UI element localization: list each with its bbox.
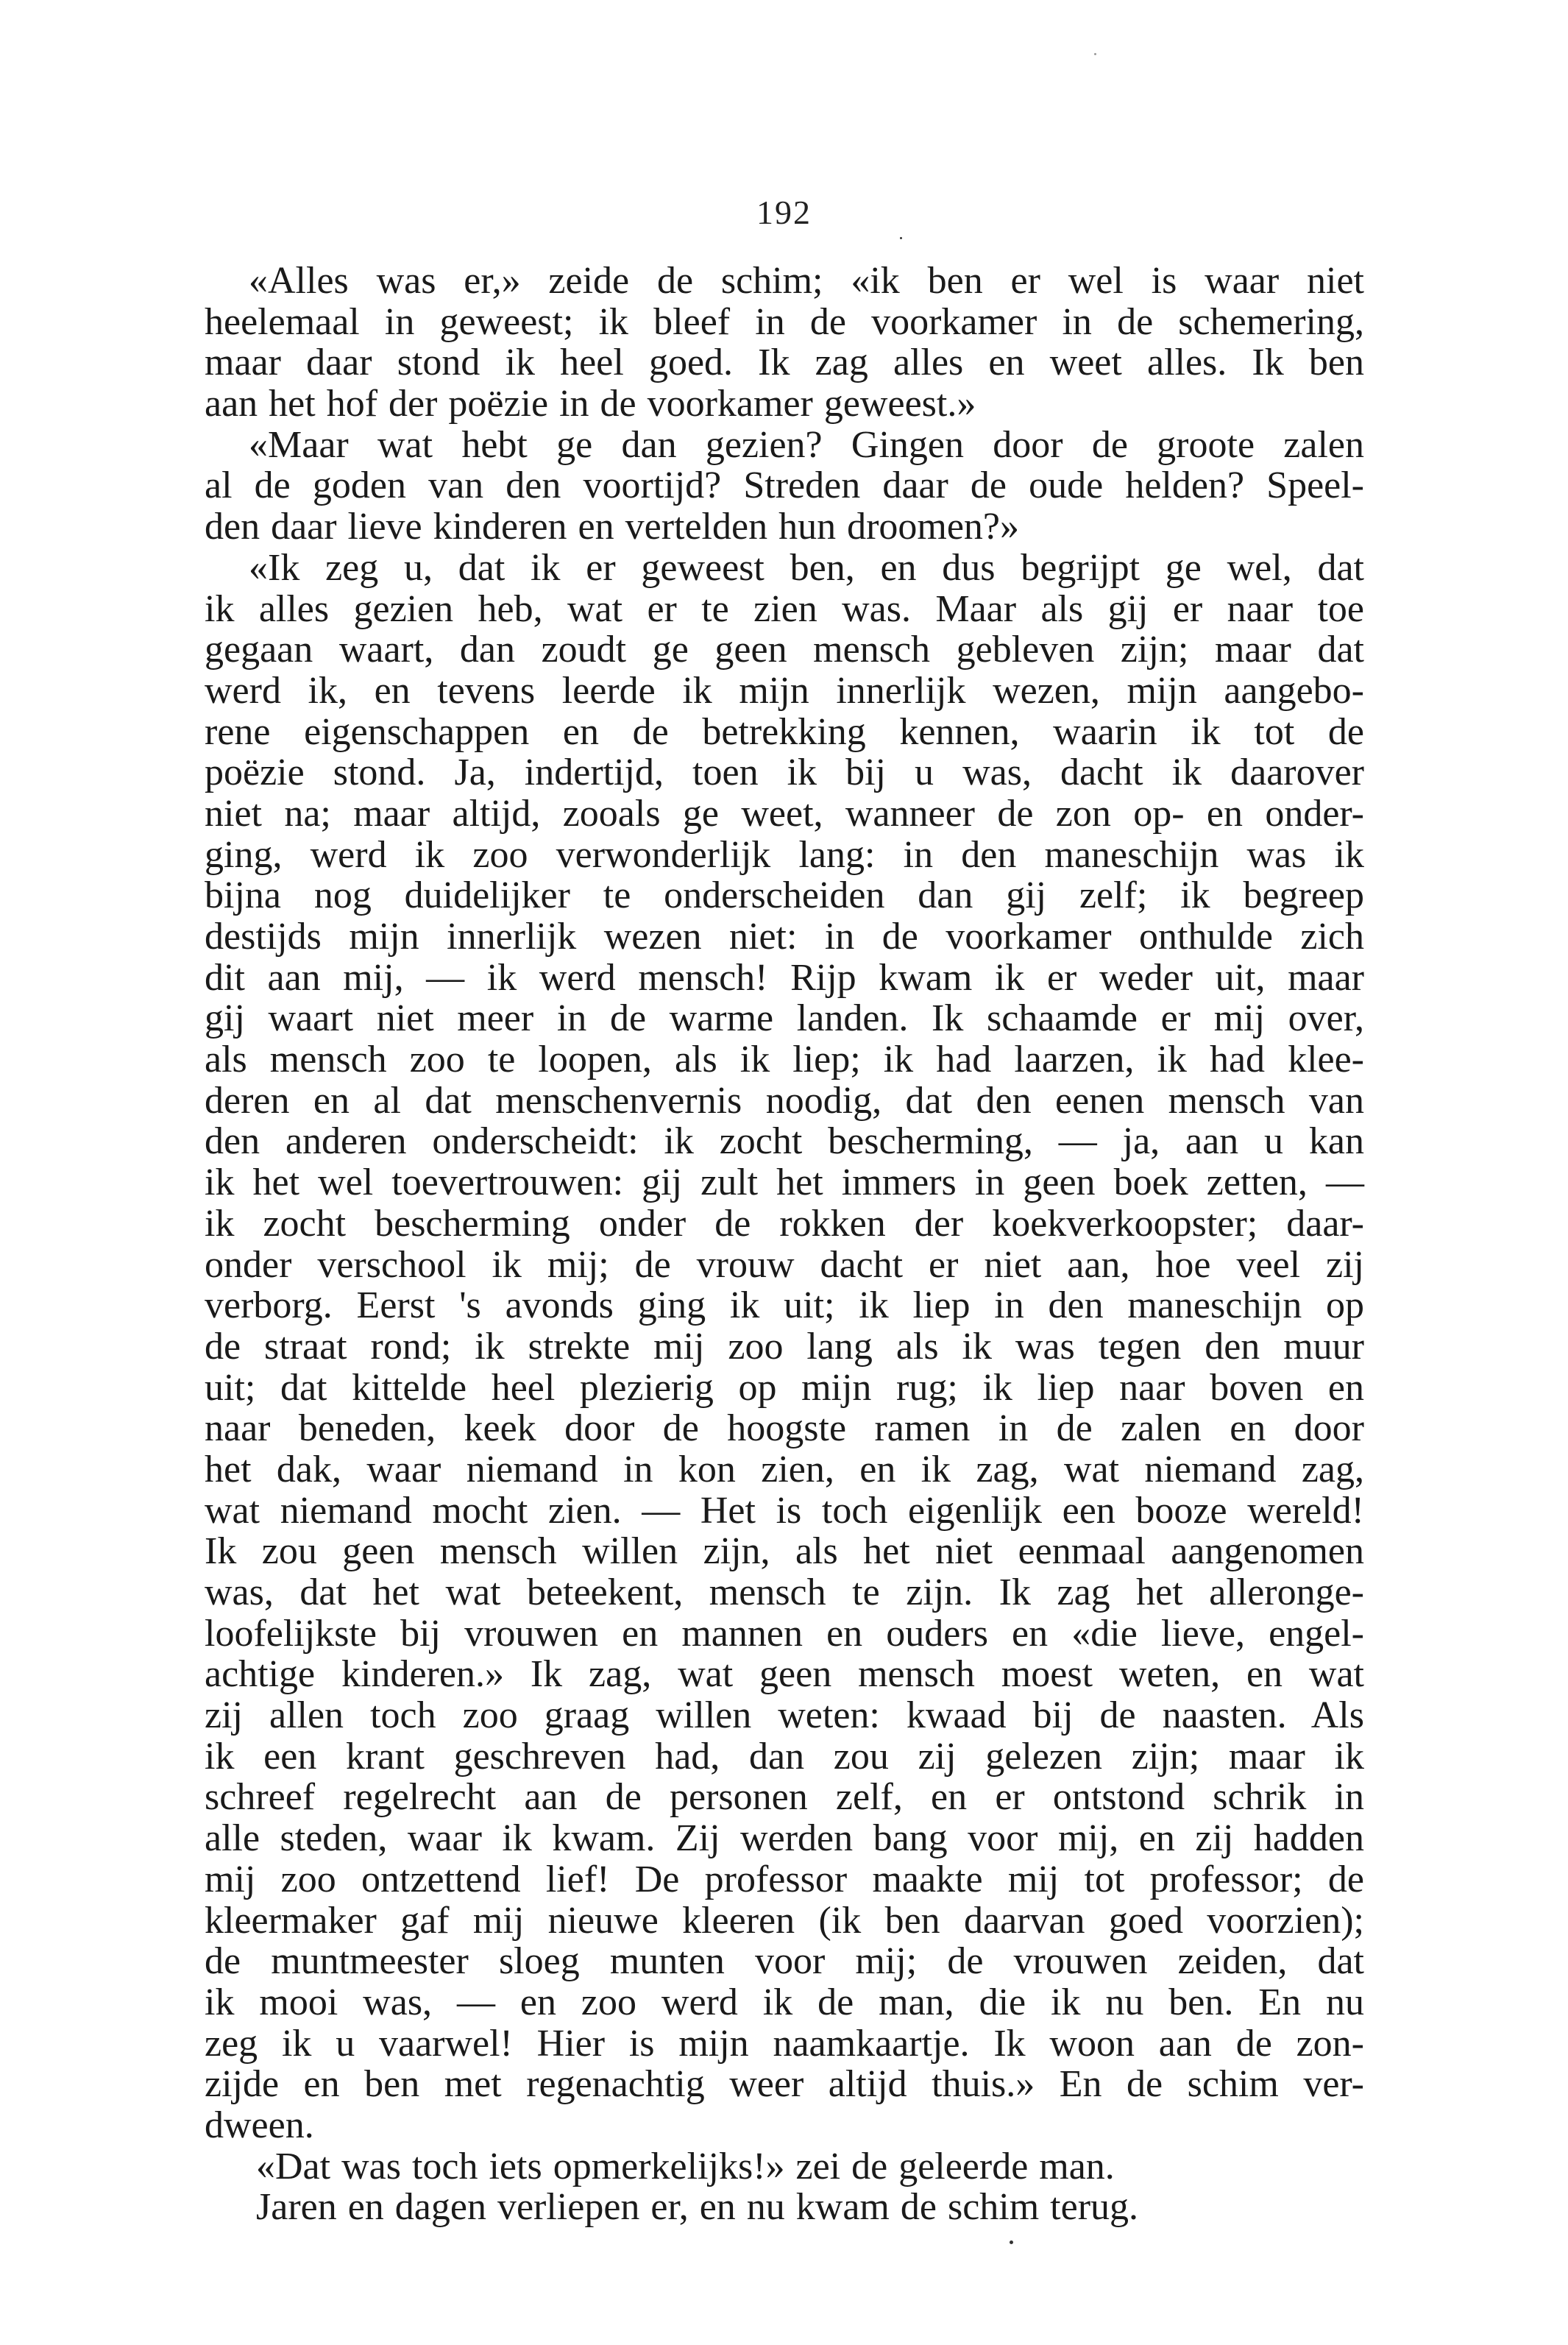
text-line: schreef regelrecht aan de personen zelf, en er ontstond schrik in	[205, 1776, 1364, 1819]
text-line: bijna nog duidelijker te onderscheiden dan gij zelf; ik begreep	[205, 874, 1364, 917]
text-line: ik zocht bescherming onder de rokken der koekverkoopster; daar-	[205, 1202, 1364, 1245]
text-line: kleermaker gaf mij nieuwe kleeren (ik ben daarvan goed voorzien);	[205, 1899, 1364, 1942]
text-line: dween.	[205, 2104, 314, 2146]
print-speck	[1094, 53, 1096, 55]
text-line: den anderen onderscheidt: ik zocht bescherming, — ja, aan u kan	[205, 1120, 1364, 1163]
text-line: al de goden van den voortijd? Streden daar de oude helden? Speel-	[205, 464, 1364, 507]
text-line: aan het hof der poëzie in de voorkamer geweest.»	[205, 383, 976, 425]
text-line: was, dat het wat beteekent, mensch te zijn. Ik zag het alleronge-	[205, 1571, 1364, 1613]
text-line: als mensch zoo te loopen, als ik liep; ik had laarzen, ik had klee-	[205, 1039, 1364, 1081]
text-line: «Maar wat hebt ge dan gezien? Gingen door de groote zalen	[249, 423, 1364, 466]
text-line: ik alles gezien heb, wat er te zien was. Maar als gij er naar toe	[205, 587, 1364, 630]
text-line: rene eigenschappen en de betrekking kennen, waarin ik tot de	[205, 710, 1364, 753]
text-line: de straat rond; ik strekte mij zoo lang als ik was tegen den muur	[205, 1325, 1364, 1368]
text-line: uit; dat kittelde heel plezierig op mijn rug; ik liep naar boven en	[205, 1366, 1364, 1409]
text-line: Ik zou geen mensch willen zijn, als het niet eenmaal aangenomen	[205, 1530, 1364, 1573]
text-line: heelemaal in geweest; ik bleef in de voorkamer in de schemering,	[205, 300, 1364, 343]
text-line: «Alles was er,» zeide de schim; «ik ben er wel is waar niet	[249, 260, 1364, 302]
text-line: zijde en ben met regenachtig weer altijd thuis.» En de schim ver-	[205, 2063, 1364, 2106]
text-line: ik een krant geschreven had, dan zou zij gelezen zijn; maar ik	[205, 1735, 1364, 1778]
text-line: dit aan mij, — ik werd mensch! Rijp kwam ik er weder uit, maar	[205, 956, 1364, 999]
print-speck	[900, 237, 902, 239]
text-line: achtige kinderen.» Ik zag, wat geen mensch moest weten, en wat	[205, 1653, 1364, 1696]
text-line: mij zoo ontzettend lief! De professor maakte mij tot professor; de	[205, 1858, 1364, 1900]
text-line: verborg. Eerst 's avonds ging ik uit; ik liep in den maneschijn op	[205, 1284, 1364, 1327]
text-line: ik het wel toevertrouwen: gij zult het immers in geen boek zetten, —	[205, 1161, 1364, 1204]
text-line: het dak, waar niemand in kon zien, en ik zag, wat niemand zag,	[205, 1448, 1364, 1490]
text-line: werd ik, en tevens leerde ik mijn innerlijk wezen, mijn aangebo-	[205, 669, 1364, 712]
text-line: «Dat was toch iets opmerkelijks!» zei de geleerde man.	[256, 2145, 1115, 2187]
text-line: de muntmeester sloeg munten voor mij; de vrouwen zeiden, dat	[205, 1940, 1364, 1983]
text-line: naar beneden, keek door de hoogste ramen in de zalen en door	[205, 1407, 1364, 1450]
text-line: wat niemand mocht zien. — Het is toch eigenlijk een booze wereld!	[205, 1489, 1364, 1532]
text-line: gegaan waart, dan zoudt ge geen mensch gebleven zijn; maar dat	[205, 629, 1364, 671]
text-line: gij waart niet meer in de warme landen. Ik schaamde er mij over,	[205, 997, 1364, 1040]
body-text	[205, 261, 1364, 2228]
text-line: zeg ik u vaarwel! Hier is mijn naamkaartje. Ik woon aan de zon-	[205, 2022, 1364, 2065]
text-line: poëzie stond. Ja, indertijd, toen ik bij u was, dacht ik daarover	[205, 751, 1364, 794]
text-line: onder verschool ik mij; de vrouw dacht er niet aan, hoe veel zij	[205, 1243, 1364, 1286]
text-line: den daar lieve kinderen en vertelden hun droomen?»	[205, 506, 1019, 548]
text-line: loofelijkste bij vrouwen en mannen en ouders en «die lieve, engel-	[205, 1612, 1364, 1655]
text-line: ik mooi was, — en zoo werd ik de man, die ik nu ben. En nu	[205, 1981, 1364, 2023]
text-line: Jaren en dagen verliepen er, en nu kwam de schim terug.	[256, 2186, 1139, 2229]
text-line: maar daar stond ik heel goed. Ik zag alles en weet alles. Ik ben	[205, 342, 1364, 384]
text-line: «Ik zeg u, dat ik er geweest ben, en dus begrijpt ge wel, dat	[249, 546, 1364, 589]
text-line: destijds mijn innerlijk wezen niet: in de voorkamer onthulde zich	[205, 916, 1364, 958]
text-line: niet na; maar altijd, zooals ge weet, wanneer de zon op- en onder-	[205, 792, 1364, 835]
print-speck	[1010, 2240, 1013, 2244]
page-number: 192	[756, 194, 812, 231]
text-line: alle steden, waar ik kwam. Zij werden bang voor mij, en zij hadden	[205, 1817, 1364, 1860]
text-line: zij allen toch zoo graag willen weten: kwaad bij de naasten. Als	[205, 1694, 1364, 1737]
text-line: deren en al dat menschenvernis noodig, dat den eenen mensch van	[205, 1079, 1364, 1122]
text-line: ging, werd ik zoo verwonderlijk lang: in den maneschijn was ik	[205, 833, 1364, 876]
